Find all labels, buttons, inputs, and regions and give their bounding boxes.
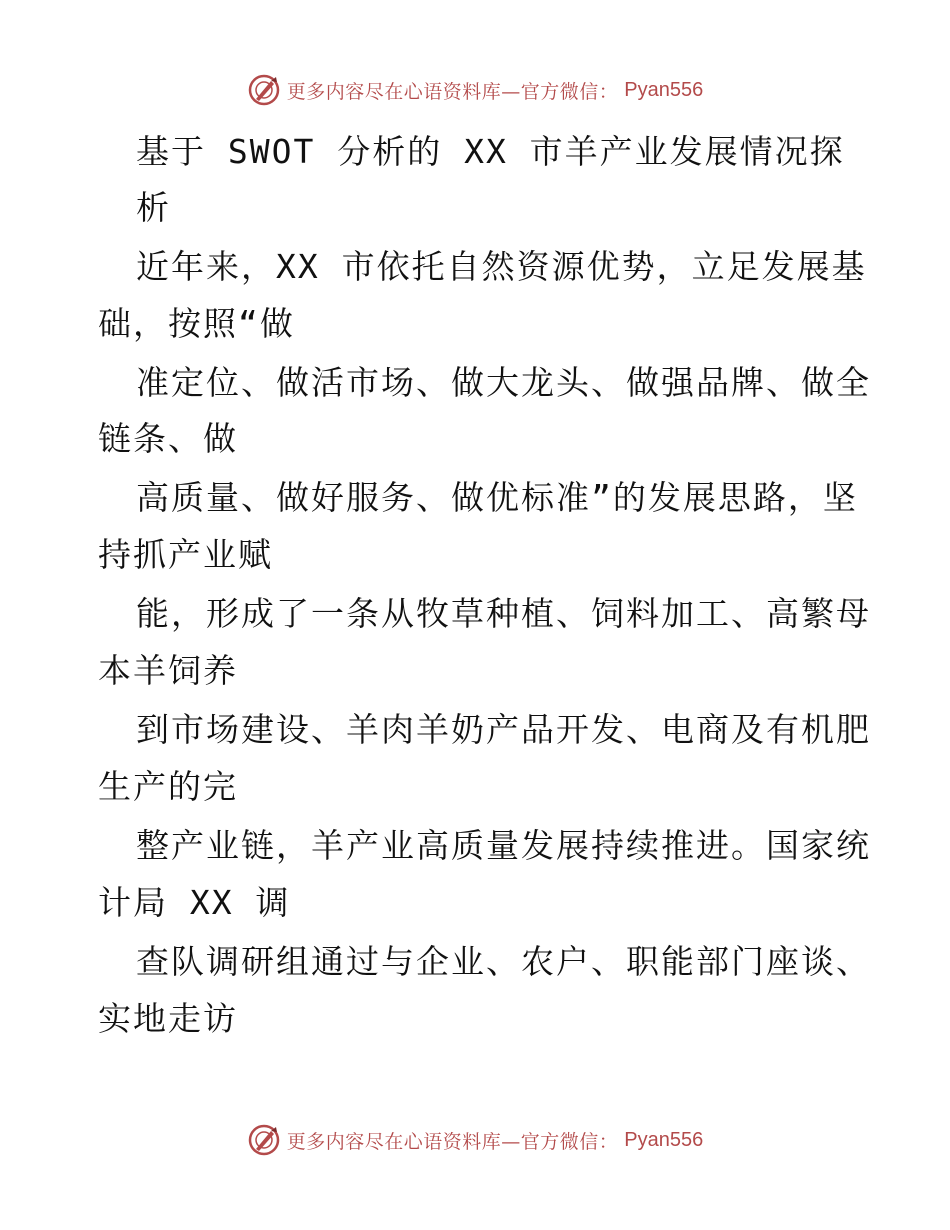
paragraph-line: 生产的完 bbox=[98, 767, 238, 806]
paragraph-line: 计局 XX 调 bbox=[98, 883, 291, 922]
paragraph-line: 链条、做 bbox=[98, 419, 238, 458]
brand-logo-icon bbox=[247, 1123, 281, 1157]
paragraph-line: 能，形成了一条从牧草种植、饲料加工、高繁母 bbox=[136, 594, 871, 633]
header-banner-wechat-id: Pyan556 bbox=[624, 78, 704, 101]
footer-watermark-banner bbox=[0, 1120, 950, 1160]
paragraph-line: 近年来，XX 市依托自然资源优势，立足发展基 bbox=[136, 247, 867, 286]
paragraph-line: 持抓产业赋 bbox=[98, 535, 273, 574]
header-watermark-banner bbox=[0, 70, 950, 110]
footer-banner-wechat-id: Pyan556 bbox=[624, 1128, 704, 1151]
footer-banner-text: 更多内容尽在心语资料库—官方微信： bbox=[286, 1130, 619, 1153]
document-title-line-2: 析 bbox=[136, 188, 171, 227]
paragraph-line: 整产业链，羊产业高质量发展持续推进。国家统 bbox=[136, 826, 871, 865]
paragraph-line: 础，按照“做 bbox=[98, 304, 295, 343]
paragraph-line: 本羊饲养 bbox=[98, 651, 238, 690]
header-banner-text: 更多内容尽在心语资料库—官方微信： bbox=[286, 80, 619, 103]
document-title-line-1: 基于 SWOT 分析的 XX 市羊产业发展情况探 bbox=[136, 132, 845, 171]
brand-logo-icon bbox=[247, 73, 281, 107]
paragraph-line: 准定位、做活市场、做大龙头、做强品牌、做全 bbox=[136, 363, 871, 402]
paragraph-line: 查队调研组通过与企业、农户、职能部门座谈、 bbox=[136, 942, 871, 981]
paragraph-line: 高质量、做好服务、做优标准”的发展思路，坚 bbox=[136, 478, 858, 517]
paragraph-line: 实地走访 bbox=[98, 999, 238, 1038]
paragraph-line: 到市场建设、羊肉羊奶产品开发、电商及有机肥 bbox=[136, 710, 871, 749]
